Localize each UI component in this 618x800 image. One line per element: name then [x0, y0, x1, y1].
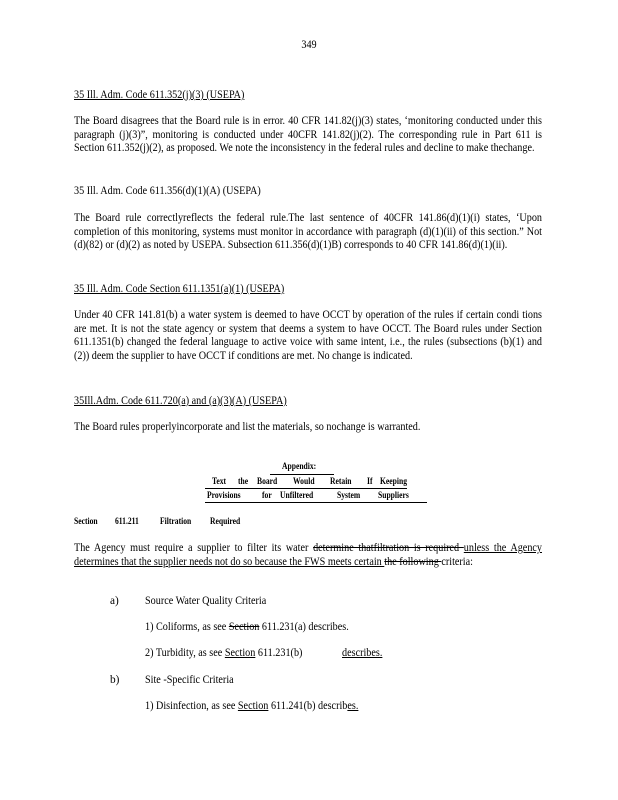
- list-item-b1: [145, 700, 394, 712]
- appendix-word: Unfiltered: [280, 491, 314, 501]
- appendix-title: Appendix:: [282, 462, 317, 472]
- item-text: 611.231(a) describes.: [259, 621, 349, 633]
- appendix-rule-2: [205, 502, 427, 503]
- section-heading-611-1351: 35 Ill. Adm. Code Section 611.1351(a)(1) (USEPA): [74, 283, 285, 295]
- section-body-611-1351: Under 40 CFR 141.81(b) a water system is deemed to have OCCT by operation of the rules if certain condi tions are met. It is not the state agency or system that deems a system to have OCCT. The Board rules under Section 611.1351(b) changed the federal language to active voice with same intent, i.e., the rules (subsections (b)(1) and (2)) deem the supplier to have OCCT if conditions are met. No change is indicated.: [74, 309, 542, 362]
- appendix-word: Text: [212, 477, 227, 487]
- item-text: 1) Coliforms, as see: [145, 621, 229, 633]
- section-body-611-352: The Board disagrees that the Board rule is in error. 40 CFR 141.82(j)(3) states, ‘monitoring conducted under this paragraph (j)(3)”, monitoring is conducted under 40CFR 141.82(j)(2). The corresponding rule in Part 611 is Section 611.352(j)(2), as proposed. We note the inconsistency in the federal rules and decline to make thechange.: [74, 115, 542, 155]
- struck-text: Section: [237, 700, 269, 712]
- list-label-a: a): [110, 595, 119, 607]
- appendix-word: for: [262, 491, 272, 501]
- appendix-word: Retain: [330, 477, 352, 487]
- item-text: 1) Disinfection, as see: [145, 700, 238, 712]
- agency-paragraph: [74, 542, 542, 569]
- appendix-title-rule: [270, 474, 334, 475]
- item-text: 611.241(b) describ: [268, 700, 348, 712]
- list-item-a2: [145, 647, 393, 659]
- struck-text: Section: [228, 621, 260, 633]
- appendix-word: If: [367, 477, 373, 487]
- sec-required: Required: [210, 517, 241, 527]
- appendix-word: Keeping: [380, 477, 408, 487]
- struck-text: determine thatfiltration is required: [313, 542, 464, 554]
- appendix-word: Provisions: [207, 491, 241, 501]
- list-title-b: Site -Specific Criteria: [145, 674, 234, 686]
- agency-text: criteria:: [441, 555, 473, 568]
- appendix-rule-1: [205, 488, 407, 489]
- sec-filtration: Filtration: [160, 517, 192, 527]
- page-number: 349: [301, 37, 317, 51]
- list-label-b: b): [110, 674, 120, 686]
- struck-text: the following: [384, 555, 442, 568]
- item-text: 2) Turbidity, as see: [145, 647, 225, 659]
- appendix-word: Board: [257, 477, 278, 487]
- agency-text: The Agency must require a supplier to filter its water: [74, 542, 314, 554]
- section-body-611-356: The Board rule correctlyreflects the federal rule.The last sentence of 40CFR 141.86(d)(1)(i) states, ‘Upon completion of this monitoring, systems must monitor in accordance with paragraph (d)(1)(ii) of this section.” Not (d)(82) or (d)(2) as noted by USEPA. Subsection 611.356(d)(1)B) corresponds to 40 CFR 141.86(d)(1)(ii).: [74, 212, 542, 252]
- underlined-text: describes.: [342, 647, 383, 659]
- section-body-611-720: The Board rules properlyincorporate and list the materials, so nochange is warranted.: [74, 421, 421, 433]
- appendix-word: Would: [293, 477, 315, 487]
- struck-text: Section: [224, 647, 256, 659]
- item-text: 611.231(b): [255, 647, 303, 659]
- section-heading-611-720: 35Ill.Adm. Code 611.720(a) and (a)(3)(A) (USEPA): [74, 395, 287, 407]
- section-heading-611-352: 35 Ill. Adm. Code 611.352(j)(3) (USEPA): [74, 89, 245, 101]
- agency-text: unless the Agency determines that the supplier needs not do so because the FWS meets certain: [74, 542, 542, 568]
- list-item-a1: [145, 621, 349, 633]
- list-title-a: Source Water Quality Criteria: [145, 595, 267, 607]
- sec-label: Section: [74, 517, 98, 527]
- underlined-text: es.: [347, 700, 359, 712]
- appendix-word: System: [337, 491, 361, 501]
- appendix-word: Suppliers: [378, 491, 409, 501]
- section-heading-611-356: 35 Ill. Adm. Code 611.356(d)(1)(A) (USEPA): [74, 185, 261, 197]
- sec-number: 611.211: [115, 517, 139, 527]
- appendix-word: the: [238, 477, 249, 487]
